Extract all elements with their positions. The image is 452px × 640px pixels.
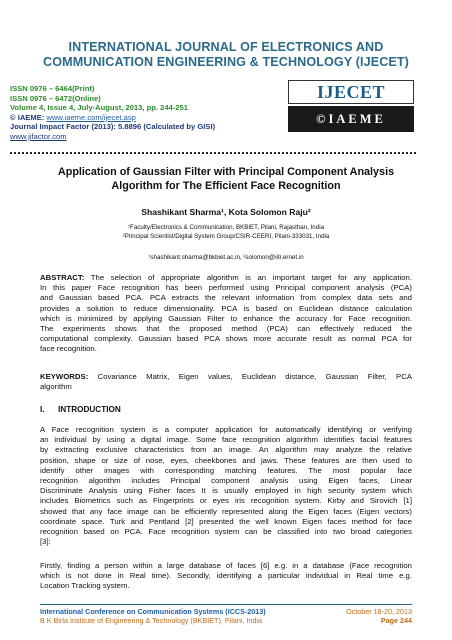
intro-line: coordinate space. Turk and Pentland [2] presented the well known Eigen faces method for face [40,516,412,526]
intro-line: includes Biometrics such as Fingerprints or eyes iris recognition system. Kirby and Sirovich [1] [40,496,412,506]
section-number: I. [40,405,45,414]
keywords [40,372,412,392]
paper-title-line2: Algorithm for The Efficient Face Recognition [111,179,341,192]
intro-line: identify other images with corresponding matching features. The most popular face [40,465,412,475]
intro-line: Location Tracking system. [40,581,130,591]
intro-paragraph-2 [40,561,412,592]
abstract-line: provides a solution to reduce dimensionality. PCA is based on Euclidean distance calculation [40,303,412,313]
issn-online: ISSN 0976 – 6472(Online) [10,93,101,103]
iaeme-line [10,113,215,123]
footer-right [300,607,412,626]
intro-line: recognition algorithm includes Principal component analysis using Eigen faces, Linear [40,476,412,486]
abstract-line: The selection of appropriate algorithm is an important target for any application. [84,273,412,282]
journal-title-line2: COMMUNICATION ENGINEERING & TECHNOLOGY (IJECET) [43,55,409,69]
jifactor-link[interactable]: www.jifactor.com [10,131,67,141]
footer-left [40,607,266,626]
issn-print: ISSN 0976 – 6464(Print) [10,84,95,93]
header-divider [10,152,416,154]
abstract-line: face recognition. [40,344,97,354]
authors: Shashikant Sharma¹, Kota Solomon Raju² [141,207,311,217]
iaeme-link[interactable]: www.iaeme.com/ijecet.asp [46,112,136,122]
intro-line: A Face recognition system is a computer application for automatically identifying or verifying [40,425,412,434]
abstract-label: ABSTRACT: [40,273,85,282]
abstract-line: which is minimized by applying Gaussian Filter to enhance the accuracy for Face recognition. [40,313,412,323]
intro-paragraph-1 [40,425,412,547]
keywords-line: Covariance Matrix, Eigen values, Euclidean distance, Gaussian Filter, PCA [88,372,412,381]
section-heading [40,405,121,414]
paper-title-line1: Application of Gaussian Filter with Principal Component Analysis [57,166,395,178]
abstract-line: and Gaussian based PCA. PCA extracts the relevant information from complex data sets and [40,293,412,303]
impact-factor: Journal Impact Factor (2013): 5.8896 (Calculated by GISI) [10,122,216,132]
journal-title [0,40,452,70]
journal-title-line1: INTERNATIONAL JOURNAL OF ELECTRONICS AND [68,40,384,54]
intro-line: position, shape or size of nose, eyes, cheekbones and jaws. These features are then used to [40,455,412,465]
footer-institute: B K Birla Institute of Engineering & Technology (BKBIET), Pilani, India [40,616,262,626]
affiliations [0,224,452,242]
affiliation-2: ²Principal Scientist/Digital System Group/CSIR-CEERI, Pilani-333031, India [122,232,330,240]
intro-line: showed that any face image can be efficiently represented along the Eigen faces (Eigen vectors) [40,506,412,516]
footer-page: Page 244 [380,616,412,626]
abstract-line: In this paper Face recognition has been performed using Principal component analysis (PCA) [40,283,412,293]
affiliation-1: ¹Faculty/Electronics & Communication, BKBIET, Pilani, Rajasthan, India [127,224,325,231]
intro-line: Firstly, finding a person within a large database of faces [6] e.g. in a database (Face recognition [40,561,412,570]
volume-info: Volume 4, Issue 4, July-August, 2013, pp. 244-251 [10,103,188,113]
logo-ijecet: IJECET [288,80,414,104]
paper-title [20,166,432,193]
abstract-line: computational complexity. Gaussian based PCA shows more accurate result as normal PCA for [40,334,412,344]
intro-line: [3]: [40,537,51,547]
intro-line: recognition based on PCA. Face recognition system can be classified into two broad categories [40,527,412,537]
footer-date: October 18-20, 2013 [346,607,412,616]
logo-iaeme: ©IAEME [288,106,414,132]
intro-line: by extracting exclusive characteristics from an image. An algorithm may analyze the relative [40,445,412,455]
journal-logo [288,80,414,134]
intro-line: an individual by using a digital image. Some face recognition algorithm identifies facial features [40,435,412,445]
keywords-label: KEYWORDS: [40,372,89,381]
abstract-line: The experiments shows that the proposed method (PCA) can effectively reduced the [40,324,412,334]
abstract [40,273,412,355]
section-title: INTRODUCTION [58,405,121,414]
author-emails: ¹shashikant.sharma@bkbiet.ac.in, ²solomon@iitr.ernet.in [148,254,304,261]
footer-divider [40,604,412,605]
journal-meta [10,84,215,142]
intro-line: Discriminate Analysis using Fisher faces It is usually employed in high security system which [40,486,412,496]
footer-conference: International Conference on Communication Systems (ICCS-2013) [40,607,266,616]
keywords-line: algorithm [40,382,72,392]
iaeme-prefix: © IAEME: [10,112,47,122]
intro-line: which is not done in Real time). Secondly, identifying a particular individual in Real time e.g. [40,571,412,581]
